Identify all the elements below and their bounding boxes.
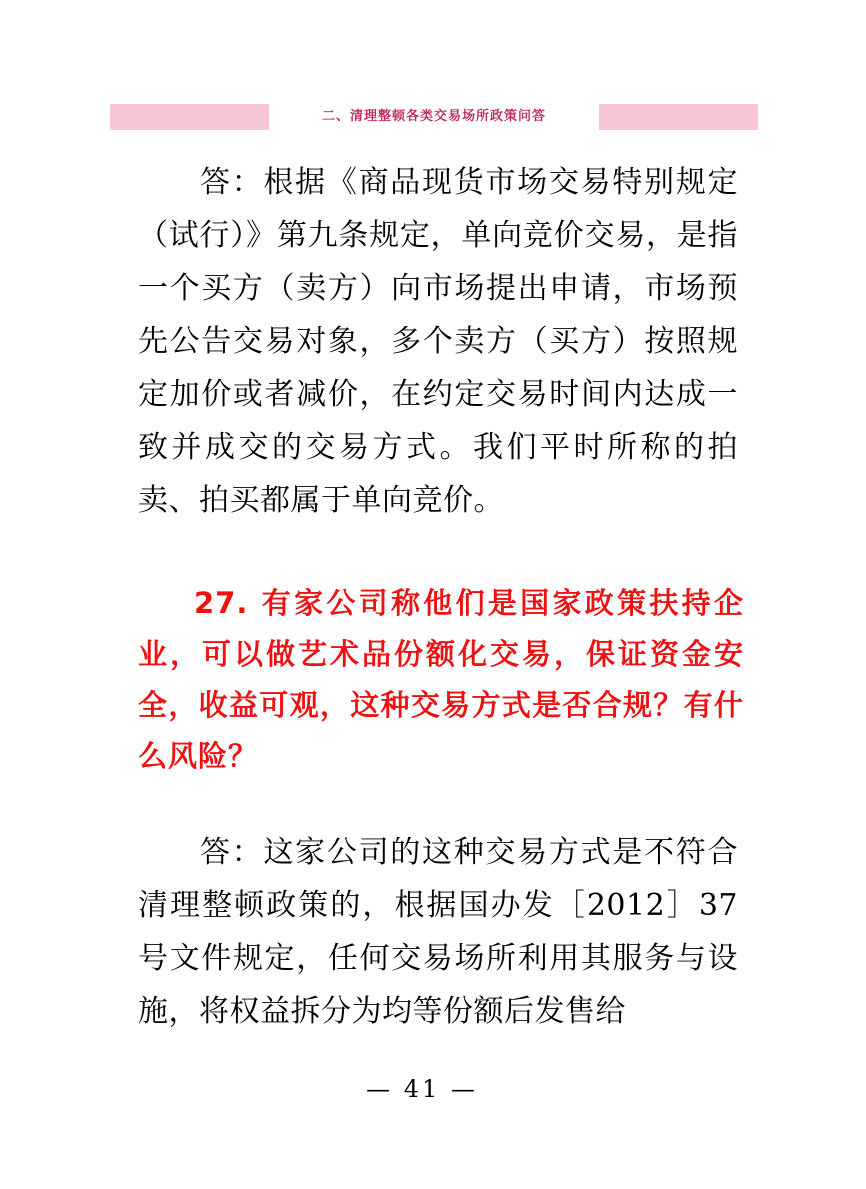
running-header-band	[110, 104, 758, 130]
page-number: — 41 —	[366, 1075, 478, 1103]
answer-paragraph-2: 答：这家公司的这种交易方式是不符合清理整顿政策的，根据国办发［2012］37号文件规定，任何交易场所利用其服务与设施，将权益拆分为均等份额后发售给	[138, 835, 738, 1029]
answer-paragraph-1: 答：根据《商品现货市场交易特别规定（试行）》第九条规定，单向竞价交易，是指一个买方（卖方）向市场提出申请，市场预先公告交易对象，多个卖方（买方）按照规定加价或者减价，在约定交易时间内达成一致并成交的交易方式。我们平时所称的拍卖、拍买都属于单向竞价。	[138, 165, 738, 518]
question-heading-27: 27. 有家公司称他们是国家政策扶持企业，可以做艺术品份额化交易，保证资金安全，收益可观，这种交易方式是否合规？有什么风险？	[138, 586, 744, 773]
running-header-title: 二、清理整顿各类交易场所政策问答	[269, 104, 599, 130]
